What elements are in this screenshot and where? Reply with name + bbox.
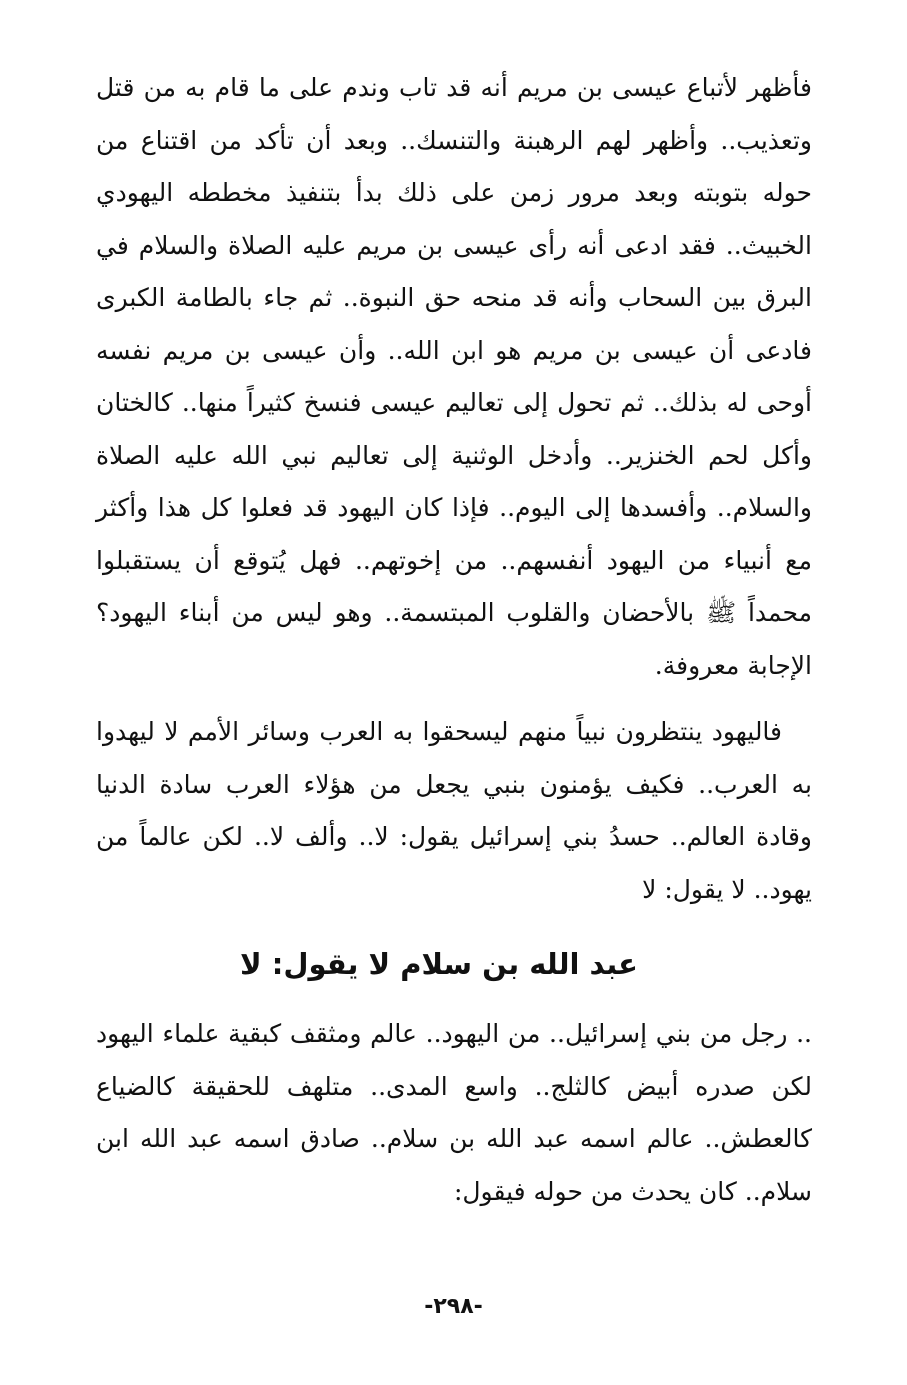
- paragraph-3: .. رجل من بني إسرائيل.. من اليهود.. عالم ومثقف كبقية علماء اليهود لكن صدره أبيض كالثلج.. واسع المدى.. متلهف للحقيقة كالضياع كالعطش.. عالم اسمه عبد الله بن سلام.. صادق اسمه عبد الله ابن سلام.. كان يحدث من حوله فيقول:: [96, 1019, 812, 1206]
- heading-spacer-top: [96, 916, 812, 934]
- section-heading: عبد الله بن سلام لا يقول: لا: [240, 947, 638, 981]
- paragraph-1: فأظهر لأتباع عيسى بن مريم أنه قد تاب وندم على ما قام به من قتل وتعذيب.. وأظهر لهم الرهبنة والتنسك.. وبعد أن تأكد من اقتناع من حوله بتوبته وبعد مرور زمن على ذلك بدأ بتنفيذ مخططه اليهودي الخبيث.. فقد ادعى أنه رأى عيسى بن مريم عليه الصلاة والسلام في البرق بين السحاب وأنه قد منحه حق النبوة.. ثم جاء بالطامة الكبرى فادعى أن عيسى بن مريم هو ابن الله.. وأن عيسى بن مريم نفسه أوحى له بذلك.. ثم تحول إلى تعاليم عيسى فنسخ كثيراً منها.. كالختان وأكل لحم الخنزير.. وأدخل الوثنية إلى تعاليم نبي الله عليه الصلاة والسلام.. وأفسدها إلى اليوم.. فإذا كان اليهود قد فعلوا كل هذا وأكثر مع أنبياء من اليهود أنفسهم.. من إخوتهم.. فهل يُتوقع أن يستقبلوا محمداً ﷺ بالأحضان والقلوب المبتسمة.. وهو ليس من أبناء اليهود؟ الإجابة معروفة.: [96, 73, 812, 680]
- page-number: -٢٩٨-: [424, 1294, 483, 1319]
- heading-spacer-bottom: [96, 994, 812, 1008]
- paragraph-spacer: [96, 692, 812, 706]
- paragraph-2: فاليهود ينتظرون نبياً منهم ليسحقوا به العرب وسائر الأمم لا ليهدوا به العرب.. فكيف يؤمنون بنبي يجعل من هؤلاء العرب سادة الدنيا وقادة العالم.. حسدُ بني إسرائيل يقول: لا.. وألف لا.. لكن عالماً من يهود.. لا يقول: لا: [96, 717, 812, 904]
- page-body: [96, 62, 812, 1218]
